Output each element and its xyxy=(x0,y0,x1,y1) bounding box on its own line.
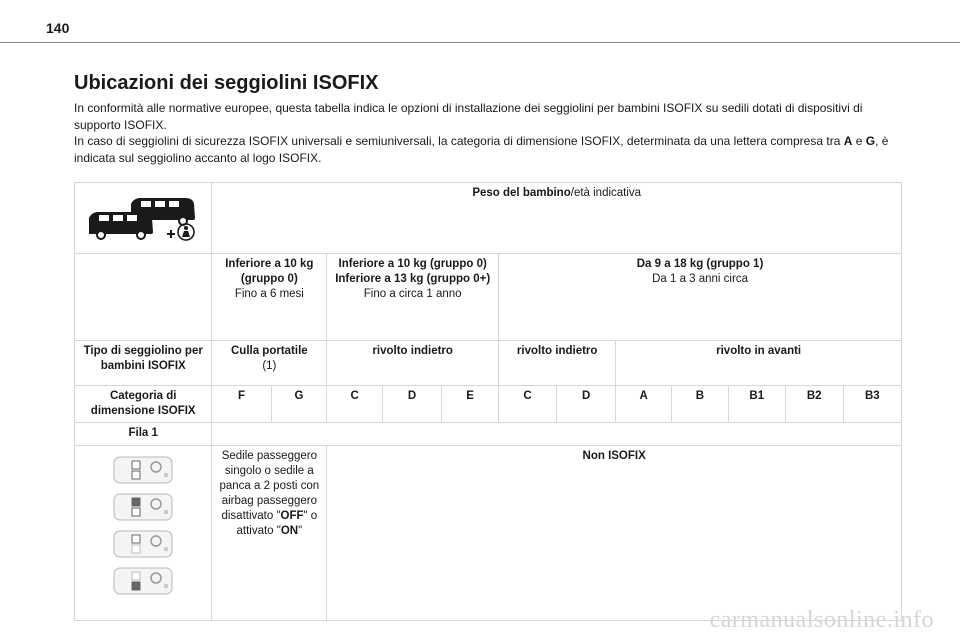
vehicle-icons-cell xyxy=(75,183,212,254)
intro-paragraph-2 xyxy=(74,133,904,166)
forward-facing-cell: rivolto in avanti xyxy=(616,341,902,386)
seat-diagrams-cell xyxy=(75,446,212,621)
rear-facing-cell-2: rivolto indietro xyxy=(499,341,616,386)
row-1-label: Fila 1 xyxy=(75,423,212,446)
category-cell: A xyxy=(616,386,672,423)
carrycot-label: Culla portatile xyxy=(231,345,308,357)
weight-header-rest: /età indicativa xyxy=(570,187,642,199)
intro-text xyxy=(74,100,904,166)
header-rule xyxy=(0,42,960,43)
category-cell: G xyxy=(271,386,327,423)
isofix-table xyxy=(74,182,902,621)
category-cell: B2 xyxy=(785,386,843,423)
category-cell: E xyxy=(442,386,499,423)
van-icon xyxy=(85,186,201,244)
category-cell: D xyxy=(382,386,441,423)
group-0plus-age: Fino a circa 1 anno xyxy=(363,288,462,300)
airbag-off: OFF xyxy=(280,510,304,522)
group-0-title: Inferiore a 10 kg (gruppo 0) xyxy=(225,258,314,285)
intro-text-a: In caso di seggiolini di sicurezza ISOFIX universali e semiuniversali, la categoria di dimensione ISOFIX, determinata da una lettera compresa tra xyxy=(74,134,844,148)
weight-header xyxy=(212,183,902,254)
group-1-title: Da 9 a 18 kg (gruppo 1) xyxy=(636,258,764,270)
page-title: Ubicazioni dei seggiolini ISOFIX xyxy=(74,72,379,94)
seat-layout-icon xyxy=(112,492,174,522)
seat-type-label: Tipo di seggiolino per bambini ISOFIX xyxy=(75,341,212,386)
category-cell: B3 xyxy=(843,386,901,423)
category-cell: C xyxy=(499,386,557,423)
group-0plus-cell xyxy=(327,254,499,341)
seat-layout-icon xyxy=(112,455,174,485)
page-number: 140 xyxy=(46,20,70,36)
rear-facing-cell: rivolto indietro xyxy=(327,341,499,386)
group-0-cell xyxy=(212,254,327,341)
non-isofix-cell: Non ISOFIX xyxy=(327,446,902,621)
group-0-age: Fino a 6 mesi xyxy=(234,288,304,300)
watermark: carmanualsonline.info xyxy=(709,607,934,633)
letter-g: G xyxy=(865,134,876,148)
carrycot-note: (1) xyxy=(262,360,277,372)
row-1-empty xyxy=(212,423,902,446)
intro-text-b: e xyxy=(852,134,866,148)
seat-desc-b: " o attivato " xyxy=(236,510,318,537)
letter-a: A xyxy=(843,134,853,148)
group-1-age: Da 1 a 3 anni circa xyxy=(652,273,748,285)
weight-header-bold: Peso del bambino xyxy=(472,187,571,199)
category-cell: B xyxy=(671,386,728,423)
seat-layout-icon xyxy=(112,529,174,559)
category-cell: C xyxy=(327,386,383,423)
intro-text-c: , è indicata sul seggiolino accanto al logo ISOFIX. xyxy=(74,134,889,165)
carrycot-cell xyxy=(212,341,327,386)
airbag-on: ON xyxy=(280,525,299,537)
seat-description xyxy=(212,446,327,621)
size-category-label: Categoria di dimensione ISOFIX xyxy=(75,386,212,423)
category-cell: F xyxy=(212,386,271,423)
group-1-cell xyxy=(499,254,902,341)
intro-paragraph-1: In conformità alle normative europee, questa tabella indica le opzioni di installazione dei seggiolini per bambini ISOFIX su sedili dotati di dispositivi di supporto ISOFIX. xyxy=(74,101,863,132)
seat-desc-a: Sedile passeggero singolo o sedile a panca a 2 posti con airbag passeggero disattivato " xyxy=(219,450,320,522)
isofix-child-seat-icon xyxy=(167,224,194,240)
group-0plus-title-1: Inferiore a 10 kg (gruppo 0) xyxy=(338,258,487,270)
group-0plus-title-2: Inferiore a 13 kg (gruppo 0+) xyxy=(335,273,491,285)
category-cell: D xyxy=(557,386,616,423)
seat-desc-c: " xyxy=(298,525,303,537)
category-cell: B1 xyxy=(728,386,785,423)
seat-layout-icon xyxy=(112,566,174,596)
empty-cell xyxy=(75,254,212,341)
